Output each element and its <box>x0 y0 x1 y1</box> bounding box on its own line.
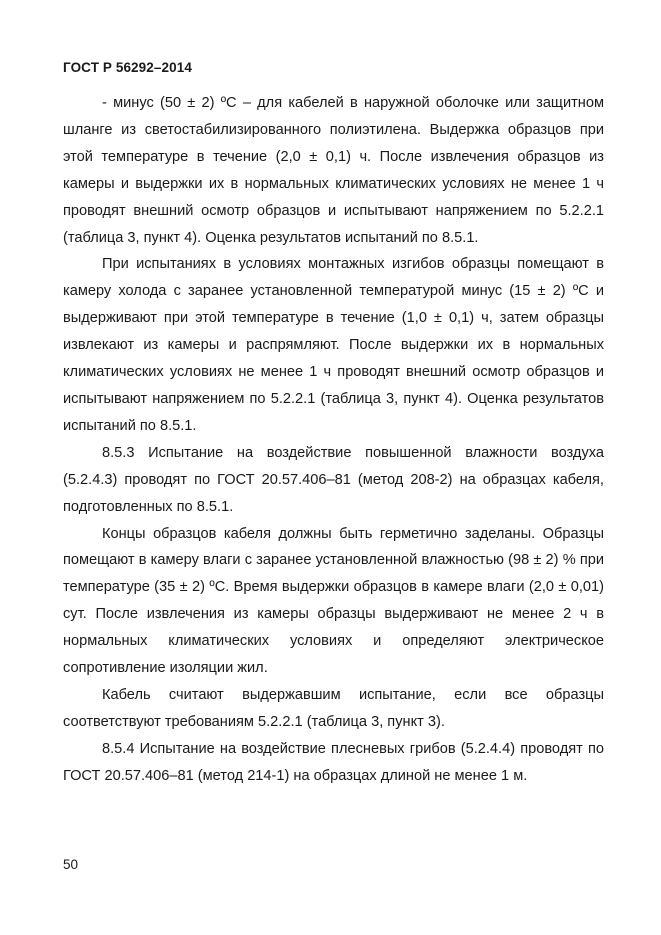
paragraph-8-5-4-mold: 8.5.4 Испытание на воздействие плесневых грибов (5.2.4.4) проводят по ГОСТ 20.57.406–81 (метод 214-1) на образцах длиной не менее 1 м. <box>63 740 604 784</box>
paragraph-mounting-bends: При испытаниях в условиях монтажных изгибов образцы помещают в камеру холода с заранее установленной температурой минус (15 ± 2) ºС и выдерживают при этой температуре в течение (1,0 ± 0,1) ч, затем образцы извлекают из камеры и распрямляют. После выдержки их в нормальных климатических условиях не менее 1 ч проводят внешний осмотр образцов и испытывают напряжением по 5.2.2.1 (таблица 3, пункт 4). Оценка результатов испытаний по 8.5.1. <box>63 256 604 434</box>
paragraph-pass-criteria: Кабель считают выдержавшим испытание, если все образцы соответствуют требованиям 5.2.2.1 (таблица 3, пункт 3). <box>63 686 604 730</box>
paragraph-8-5-3-humidity: 8.5.3 Испытание на воздействие повышенной влажности воздуха (5.2.4.3) проводят по ГОСТ 20.57.406–81 (метод 208-2) на образцах кабеля, подготовленных по 8.5.1. <box>63 444 604 515</box>
document-body <box>63 90 604 790</box>
page-number: 50 <box>63 857 79 872</box>
document-header: ГОСТ Р 56292–2014 <box>63 60 192 75</box>
paragraph-sample-sealing: Концы образцов кабеля должны быть герметично заделаны. Образцы помещают в камеру влаги с заранее установленной влажностью (98 ± 2) % при температуре (35 ± 2) ºС. Время выдержки образцов в камере влаги (2,0 ± 0,01) сут. После извлечения из камеры образцы выдерживают не менее 2 ч в нормальных климатических условиях и определяют электрическое сопротивление изоляции жил. <box>63 525 604 677</box>
paragraph-cold-polyethylene: - минус (50 ± 2) ºС – для кабелей в наружной оболочке или защитном шланге из светостабилизированного полиэтилена. Выдержка образцов при этой температуре в течение (2,0 ± 0,1) ч. После извлечения образцов из камеры и выдержки их в нормальных климатических условиях не менее 1 ч проводят внешний осмотр образцов и испытывают напряжением по 5.2.2.1 (таблица 3, пункт 4). Оценка результатов испытаний по 8.5.1. <box>63 95 604 246</box>
